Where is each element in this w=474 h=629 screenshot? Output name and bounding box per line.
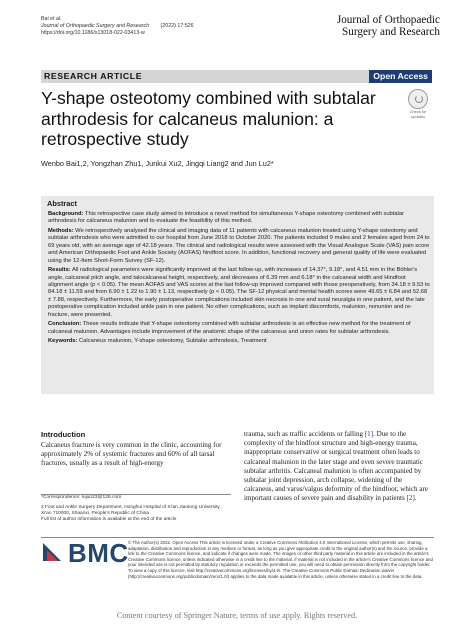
abstract-results <box>48 267 430 319</box>
abstract-methods <box>48 228 430 265</box>
article-title: Y-shape osteotomy combined with subtalar arthrodesis for calcaneus malunion: a retrospective study <box>41 88 376 149</box>
journal-title-line2: Surgery and Research <box>342 25 440 38</box>
methods-label: Methods: <box>48 228 74 234</box>
citation-year-volume: (2022) 17:526 <box>160 23 194 29</box>
check-updates-line1: Check for <box>409 109 427 114</box>
citation-block <box>41 16 221 37</box>
check-updates-line2: updates <box>410 114 426 120</box>
conclusion-text: These results indicate that Y-shape osteotomy combined with subtalar arthrodesis is an effective new method for the treatment of calcaneal malunion. Advantages include improvement of the anatomic shape of the calcaneus and union rates for subtalar arthrodesis. <box>48 321 411 335</box>
reference-link-2[interactable]: [2] <box>406 494 415 503</box>
bmc-logo-icon <box>41 541 63 563</box>
copyright-footer: Content courtesy of Springer Nature, terms of use apply. Rights reserved. <box>116 611 358 620</box>
intro-left-text: Calcaneus fracture is very common in the clinic, accounting for approximately 2% of systemic fractures and 60% of all tarsal fractures, usually as a result of high-energy <box>41 441 222 468</box>
background-label: Background: <box>48 211 84 217</box>
results-label: Results: <box>48 267 71 274</box>
keywords-text: Calcaneus malunion, Y-shape osteotomy, Subtalar arthrodesis, Treatment <box>79 338 267 345</box>
reference-link-1[interactable]: [1] <box>364 430 374 438</box>
correspondence-email[interactable]: *Correspondence: lujun23@126.com <box>41 495 122 500</box>
bmc-logo-text: BMC <box>68 538 129 568</box>
intro-left-column <box>41 430 231 469</box>
citation-journal: Journal of Orthopaedic Surgery and Research <box>41 23 150 29</box>
intro-heading: Introduction <box>41 430 86 439</box>
intro-right-text-c: . <box>414 494 417 503</box>
abstract-conclusion <box>48 321 430 336</box>
affiliation-more-text: Full list of author information is available at the end of the article <box>41 517 177 522</box>
affiliation-note <box>41 505 231 523</box>
abstract-body <box>48 211 430 348</box>
abstract-keywords <box>48 338 430 345</box>
open-access-badge: Open Access <box>369 70 432 83</box>
methods-text: We retrospectively analysed the clinical and imaging data of 11 patients with calcaneus malunion treated using Y-shape osteotomy and subtalar arthrodesis who were admitted to our hospital from June 2018 to October 2020. The patients included 9 males and 2 females aged from 24 to 69 years old, with an average age of 42.18 years. The clinical and radiological results were assessed with the Visual Analogue Scale (VAS) pain score and American Orthopaedic Foot and Ankle Society (AOFAS) hindfoot score. In addition, functional recovery and general quality of life were evaluated using the 12-Item Short-Form Survey (SF-12). <box>48 228 430 264</box>
conclusion-label: Conclusion: <box>48 321 82 328</box>
intro-right-column <box>244 430 433 504</box>
license-text: © The Author(s) 2022. Open Access This article is licensed under a Creative Commons Attribution 4.0 International License, which permits use, sharing, adaptation, distribution and reproduction in any medium or format, as long as you give appropriate credit to the original author(s) and the source, provide a link to the Creative Commons licence, and indicate if changes were made. The images or other third party material in this article are included in the article's Creative Commons licence, unless indicated otherwise in a credit line to the material. If material is not included in the article's Creative Commons licence and your intended use is not permitted by statutory regulation or exceeds the permitted use, you will need to obtain permission directly from the copyright holder. To view a copy of this licence, visit http://creativecommons.org/licenses/by/4.0/. The Creative Commons Public Domain Dedication waiver (http://creativecommons.org/publicdomain/zero/1.0/) applies to the data made available in this article, unless otherwise stated in a credit line to the data. <box>128 540 433 579</box>
intro-right-text-a: trauma, such as traffic accidents or falling <box>244 430 365 438</box>
author-list: Wenbo Bai1,2, Yongzhan Zhu1, Junkui Xu2, Jingqi Liang2 and Jun Lu2* <box>41 159 274 168</box>
background-text: This retrospective case study aimed to introduce a novel method for simultaneous Y-shape osteotomy combined with subtalar arthrodesis for calcaneus malunion and to evaluate the feasibility of this method. <box>48 211 404 225</box>
affiliation-text: 2 Foot and Ankle Surgery Department, Honghui Hospital of Xi'an Jiaotong University, Xi'an 710000, Shaanxi, People's Republic of China <box>41 505 221 516</box>
doi-link[interactable]: https://doi.org/10.1186/s13018-022-03413-w <box>41 30 145 36</box>
abstract-heading: Abstract <box>47 199 77 208</box>
journal-title <box>300 15 440 38</box>
intro-right-text-b: . Due to the complexity of the hindfoot structure and high-energy trauma, inappropriate conservative or surgical treatment often leads to calcaneal malunion in the later stage and even severe traumatic subtalar arthritis. Calcaneal malunion is often accompanied by subtalar joint depression, arch collapse, widening of the calcaneus, and varus/valgus deformity of the hindfoot, which are important causes of severe pain and disability in patients <box>244 430 428 503</box>
abstract-background <box>48 211 430 226</box>
results-text: All radiological parameters were significantly improved at the last follow-up, with increases of 14.37°, 9.18°, and 4.51 mm in the Böhler's angle, calcaneal pitch angle, and talocalcaneal height, respectively, and decreases of 6.39 mm and 6.18° in the calcaneal width and Hindfoot alignment angle (p < 0.05). The mean AOFAS and VAS scores at the last follow-up improved compared with those preoperatively, from 34.18 ± 9.53 to 84.18 ± 11.59 and from 6.90 ± 1.22 to 1.90 ± 1.13, respectively (p < 0.05). The SF-12 physical and mental health scores were 49.65 ± 6.84 and 52.68 ± 7.88, respectively. Furthermore, the early postoperative complications included skin necrosis in one and sural neuralgia in one patient, and the late postoperative complication included ankle pain in one patient. No other complications, such as implant discomforts, malunion, nonunion and re-fracture, were presented. <box>48 267 430 318</box>
check-for-updates-button[interactable] <box>405 89 431 120</box>
keywords-label: Keywords: <box>48 338 78 345</box>
citation-authors: Bai et al. <box>41 16 62 22</box>
article-type-label: RESEARCH ARTICLE <box>44 71 143 81</box>
check-updates-icon <box>408 89 428 109</box>
journal-title-line1: Journal of Orthopaedic <box>336 14 440 26</box>
